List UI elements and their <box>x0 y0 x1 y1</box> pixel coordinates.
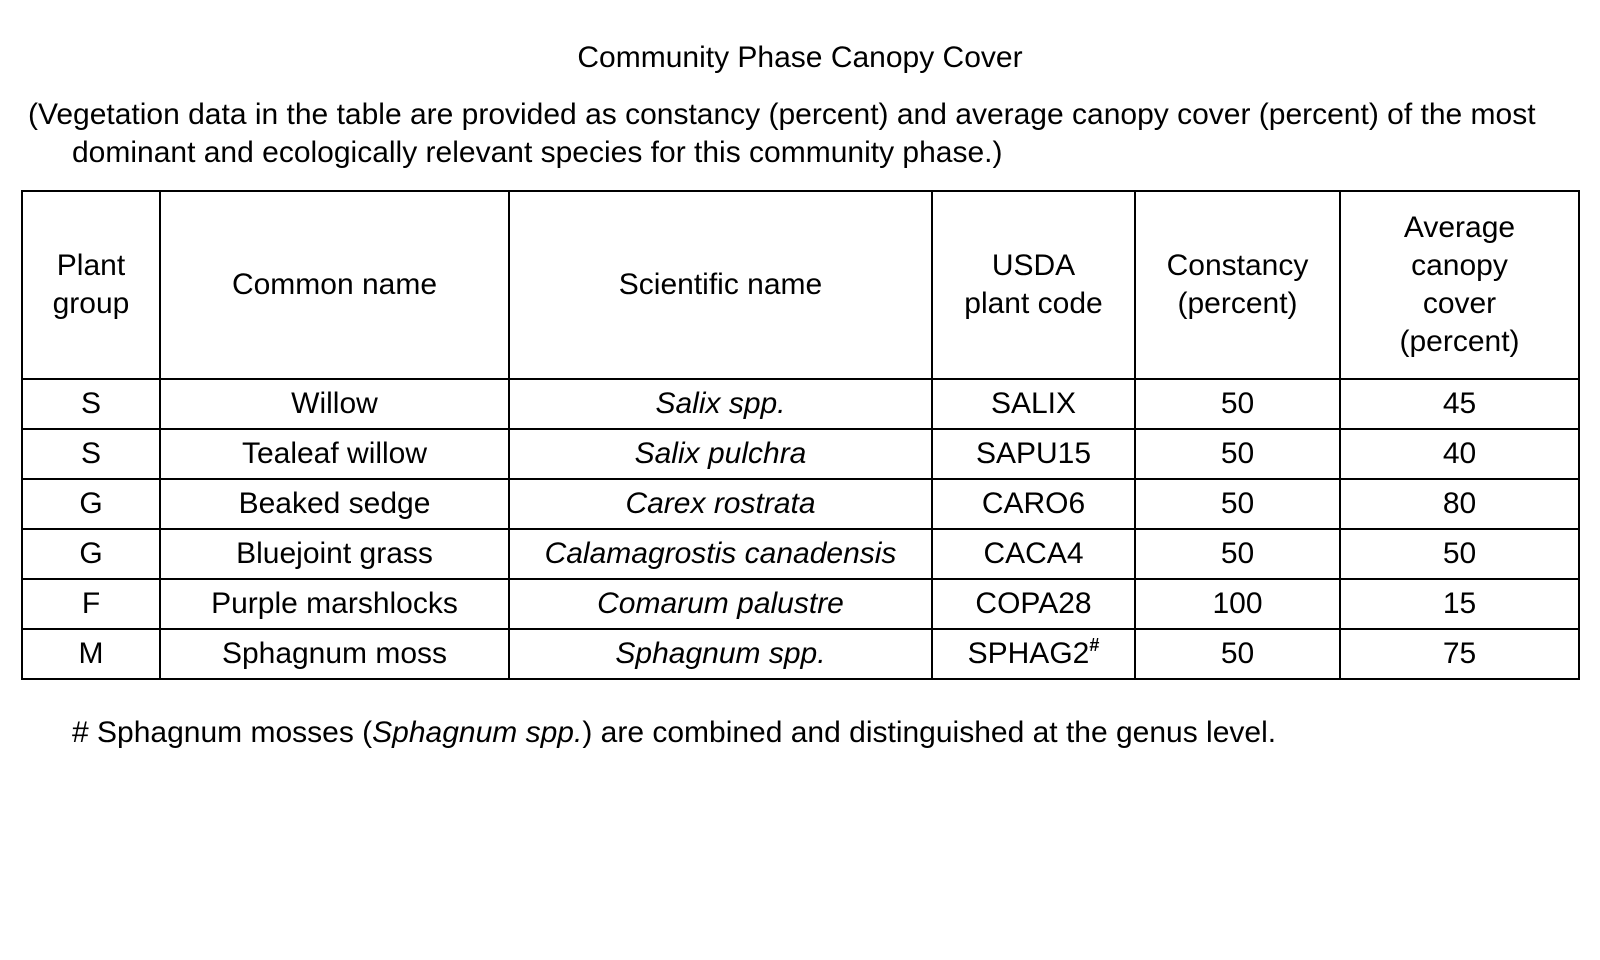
table-row <box>22 479 1579 529</box>
header-scientific-name: Scientific name <box>509 191 932 379</box>
cell-average-cover-text: 45 <box>1442 387 1477 420</box>
cell-plant-group <box>22 529 160 579</box>
cell-average-cover <box>1340 579 1579 629</box>
cell-scientific-name <box>509 579 932 629</box>
footnote-text-after: ) are combined and distinguished at the genus level. <box>582 716 1277 749</box>
cell-constancy <box>1135 529 1340 579</box>
cell-usda-code-text: CARO6 <box>981 487 1086 520</box>
cell-plant-group <box>22 629 160 679</box>
cell-plant-group-text: G <box>79 487 103 520</box>
cell-usda-code <box>932 629 1135 679</box>
cell-usda-code-text: SAPU15 <box>975 437 1092 470</box>
cell-plant-group-text: S <box>80 387 101 420</box>
footnote <box>72 714 1572 752</box>
footnote-text-before: # Sphagnum mosses ( <box>72 716 373 749</box>
cell-usda-code <box>932 529 1135 579</box>
cell-usda-code <box>932 479 1135 529</box>
cell-constancy <box>1135 429 1340 479</box>
page-title: Community Phase Canopy Cover <box>577 41 1023 74</box>
cell-plant-group <box>22 429 160 479</box>
cell-scientific-name-text: Comarum palustre <box>597 587 844 620</box>
table-row <box>22 379 1579 429</box>
cell-scientific-name <box>509 429 932 479</box>
cell-scientific-name-text: Sphagnum spp. <box>615 637 826 670</box>
cell-average-cover-text: 80 <box>1442 487 1477 520</box>
table-row <box>22 579 1579 629</box>
cell-common-name <box>160 529 509 579</box>
header-row <box>22 191 1579 379</box>
cell-constancy-text: 100 <box>1212 587 1263 620</box>
cell-usda-code-text: SPHAG2 <box>967 637 1090 670</box>
cell-average-cover-text: 50 <box>1442 537 1477 570</box>
header-average-cover: Average canopy cover (percent) <box>1340 191 1579 379</box>
table-row <box>22 529 1579 579</box>
header-plant-group: Plant group <box>22 191 160 379</box>
cell-common-name-text: Willow <box>291 387 378 420</box>
cell-common-name-text: Sphagnum moss <box>221 637 448 670</box>
cell-usda-code-text: COPA28 <box>975 587 1092 620</box>
cell-constancy <box>1135 379 1340 429</box>
cell-scientific-name <box>509 479 932 529</box>
canopy-cover-table <box>21 190 1580 680</box>
cell-common-name <box>160 579 509 629</box>
cell-average-cover <box>1340 479 1579 529</box>
cell-common-name <box>160 629 509 679</box>
cell-average-cover <box>1340 629 1579 679</box>
cell-plant-group-text: M <box>78 637 104 670</box>
cell-scientific-name-text: Carex rostrata <box>625 487 816 520</box>
cell-constancy-text: 50 <box>1220 487 1255 520</box>
cell-common-name-text: Beaked sedge <box>238 487 431 520</box>
header-usda-code: USDA plant code <box>932 191 1135 379</box>
cell-common-name-text: Tealeaf willow <box>241 437 428 470</box>
cell-constancy-text: 50 <box>1220 437 1255 470</box>
cell-average-cover-text: 40 <box>1442 437 1477 470</box>
cell-scientific-name-text: Salix pulchra <box>634 437 807 470</box>
cell-average-cover <box>1340 429 1579 479</box>
cell-plant-group-text: G <box>79 537 103 570</box>
cell-average-cover-text: 15 <box>1442 587 1477 620</box>
cell-common-name <box>160 429 509 479</box>
cell-plant-group <box>22 479 160 529</box>
cell-constancy <box>1135 479 1340 529</box>
footnote-genus-italic: Sphagnum spp. <box>372 716 583 749</box>
cell-plant-group-text: F <box>81 587 101 620</box>
cell-common-name-text: Purple marshlocks <box>211 587 458 620</box>
cell-plant-group <box>22 579 160 629</box>
cell-plant-group-text: S <box>80 437 101 470</box>
table-body <box>22 379 1579 679</box>
header-common-name: Common name <box>160 191 509 379</box>
cell-constancy <box>1135 629 1340 679</box>
header-constancy: Constancy (percent) <box>1135 191 1340 379</box>
cell-usda-code <box>932 579 1135 629</box>
cell-scientific-name-text: Calamagrostis canadensis <box>544 537 897 570</box>
cell-constancy <box>1135 579 1340 629</box>
cell-scientific-name <box>509 379 932 429</box>
cell-usda-code-text: CACA4 <box>983 537 1084 570</box>
cell-usda-code <box>932 379 1135 429</box>
cell-average-cover <box>1340 529 1579 579</box>
cell-usda-code <box>932 429 1135 479</box>
cell-scientific-name-text: Salix spp. <box>655 387 786 420</box>
table-header <box>22 191 1579 379</box>
cell-common-name <box>160 479 509 529</box>
cell-constancy-text: 50 <box>1220 537 1255 570</box>
intro-paragraph: (Vegetation data in the table are provided as constancy (percent) and average canopy cover (percent) of the most dominant and ecologically relevant species for this community phase.) <box>28 98 1536 169</box>
table-row <box>22 629 1579 679</box>
cell-average-cover-text: 75 <box>1442 637 1477 670</box>
cell-scientific-name <box>509 529 932 579</box>
cell-constancy-text: 50 <box>1220 387 1255 420</box>
table-row <box>22 429 1579 479</box>
cell-scientific-name <box>509 629 932 679</box>
footnote-mark: # <box>1089 635 1100 655</box>
cell-common-name <box>160 379 509 429</box>
cell-common-name-text: Bluejoint grass <box>236 537 433 570</box>
cell-constancy-text: 50 <box>1220 637 1255 670</box>
cell-usda-code-text: SALIX <box>990 387 1077 420</box>
cell-average-cover <box>1340 379 1579 429</box>
cell-plant-group <box>22 379 160 429</box>
